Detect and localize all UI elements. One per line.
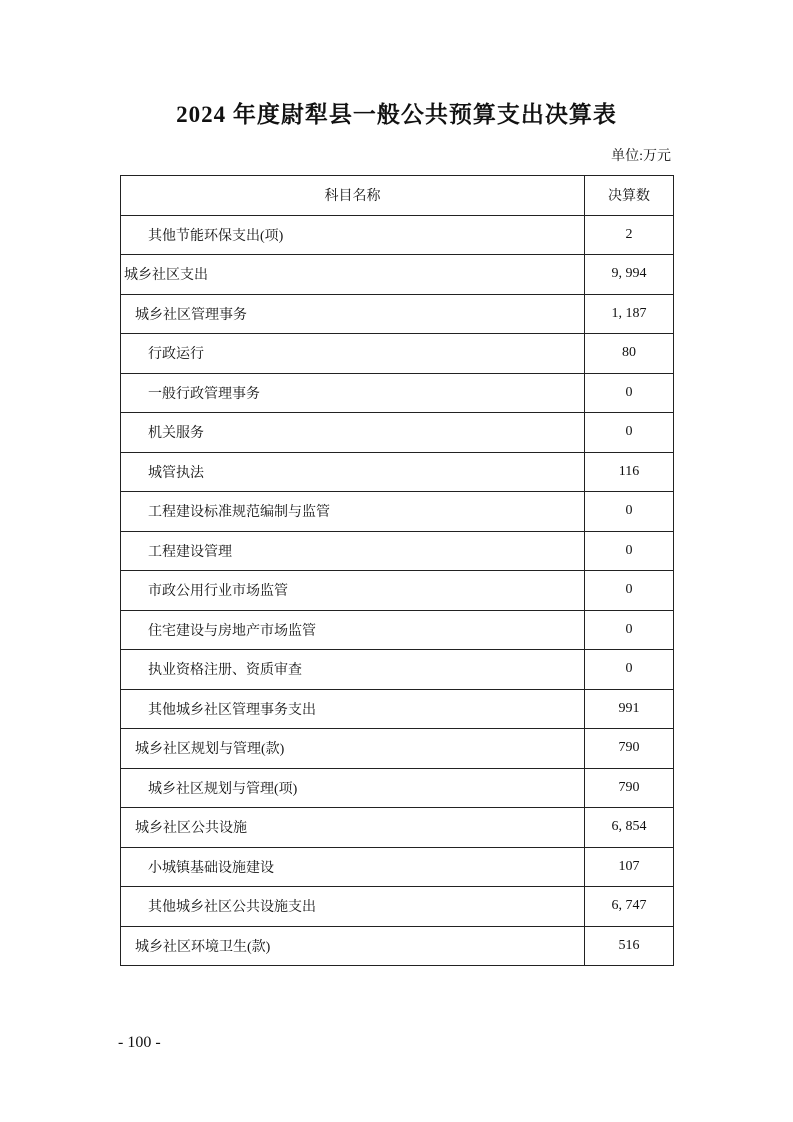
amount-cell: 9, 994 <box>585 255 674 295</box>
subject-name-cell: 市政公用行业市场监管 <box>121 571 585 611</box>
table-body <box>121 215 674 966</box>
table-row <box>121 531 674 571</box>
subject-name-cell: 执业资格注册、资质审查 <box>121 650 585 690</box>
amount-cell: 6, 747 <box>585 887 674 927</box>
subject-name-cell: 小城镇基础设施建设 <box>121 847 585 887</box>
table-row <box>121 334 674 374</box>
subject-name-cell: 其他节能环保支出(项) <box>121 215 585 255</box>
subject-name-cell: 城乡社区公共设施 <box>121 808 585 848</box>
subject-name-cell: 城乡社区支出 <box>121 255 585 295</box>
subject-name-cell: 住宅建设与房地产市场监管 <box>121 610 585 650</box>
page-title: 2024 年度尉犁县一般公共预算支出决算表 <box>176 102 617 127</box>
subject-name-cell: 行政运行 <box>121 334 585 374</box>
subject-name-cell: 工程建设标准规范编制与监管 <box>121 492 585 532</box>
subject-name-cell: 城乡社区规划与管理(项) <box>121 768 585 808</box>
subject-name-cell: 机关服务 <box>121 413 585 453</box>
table-row <box>121 255 674 295</box>
amount-cell: 0 <box>585 610 674 650</box>
amount-cell: 107 <box>585 847 674 887</box>
table-row <box>121 294 674 334</box>
table-row <box>121 729 674 769</box>
amount-cell: 0 <box>585 373 674 413</box>
table-row <box>121 768 674 808</box>
subject-name-cell: 一般行政管理事务 <box>121 373 585 413</box>
amount-cell: 6, 854 <box>585 808 674 848</box>
subject-name-cell: 城乡社区环境卫生(款) <box>121 926 585 966</box>
amount-cell: 2 <box>585 215 674 255</box>
amount-cell: 0 <box>585 413 674 453</box>
amount-cell: 0 <box>585 650 674 690</box>
table-row <box>121 808 674 848</box>
table-row <box>121 413 674 453</box>
column-header-final-amount: 决算数 <box>585 176 674 216</box>
table-row <box>121 373 674 413</box>
subject-name-cell: 工程建设管理 <box>121 531 585 571</box>
table-row <box>121 689 674 729</box>
subject-name-cell: 城管执法 <box>121 452 585 492</box>
table-row <box>121 650 674 690</box>
table-row <box>121 887 674 927</box>
table-header-row <box>121 176 674 216</box>
amount-cell: 516 <box>585 926 674 966</box>
table-row <box>121 610 674 650</box>
subject-name-cell: 城乡社区规划与管理(款) <box>121 729 585 769</box>
table-row <box>121 492 674 532</box>
amount-cell: 0 <box>585 571 674 611</box>
table-section <box>120 145 673 966</box>
amount-cell: 0 <box>585 531 674 571</box>
amount-cell: 991 <box>585 689 674 729</box>
subject-name-cell: 其他城乡社区公共设施支出 <box>121 887 585 927</box>
table-row <box>121 215 674 255</box>
page-number: - 100 - <box>118 1034 161 1051</box>
table-row <box>121 926 674 966</box>
budget-table <box>120 175 674 966</box>
table-row <box>121 452 674 492</box>
table-row <box>121 571 674 611</box>
unit-label: 单位:万元 <box>611 149 671 164</box>
table-row <box>121 847 674 887</box>
amount-cell: 1, 187 <box>585 294 674 334</box>
amount-cell: 790 <box>585 768 674 808</box>
amount-cell: 0 <box>585 492 674 532</box>
amount-cell: 80 <box>585 334 674 374</box>
amount-cell: 116 <box>585 452 674 492</box>
amount-cell: 790 <box>585 729 674 769</box>
subject-name-cell: 城乡社区管理事务 <box>121 294 585 334</box>
column-header-subject-name: 科目名称 <box>121 176 585 216</box>
subject-name-cell: 其他城乡社区管理事务支出 <box>121 689 585 729</box>
